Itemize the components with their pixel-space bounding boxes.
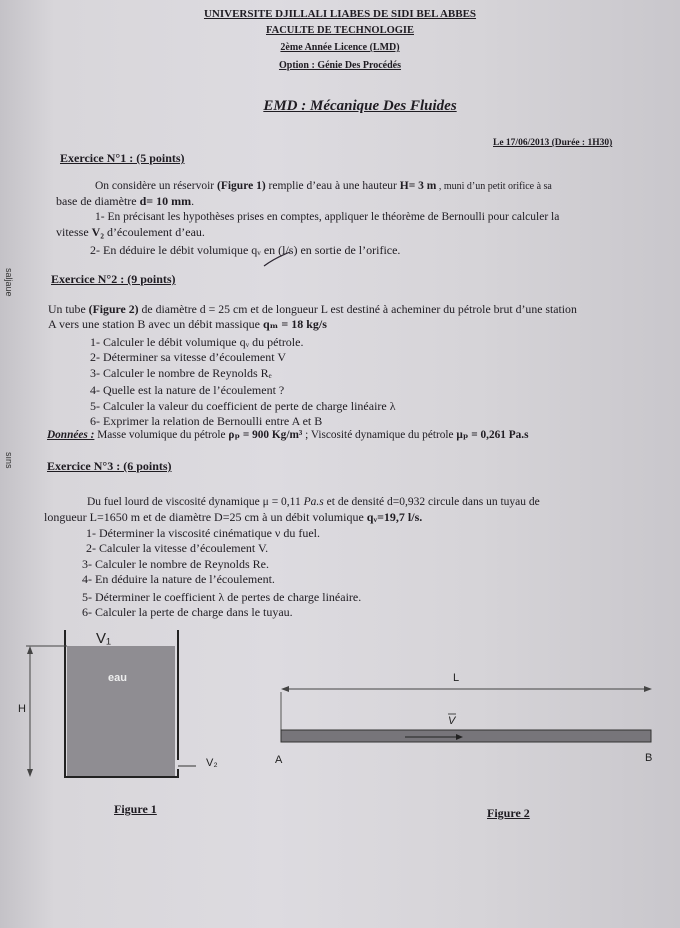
height-arrow-up — [27, 646, 33, 654]
exercise3-question: 6- Calculer la perte de charge dans le tuyau. — [82, 605, 293, 619]
margin-text-2: sıns — [4, 452, 14, 469]
figure1-reservoir — [18, 630, 218, 778]
figure2-caption: Figure 2 — [487, 806, 530, 820]
exercise2-question: 2- Déterminer sa vitesse d’écoulement V — [90, 350, 287, 364]
exercise3-question: 4- En déduire la nature de l’écoulement. — [82, 572, 275, 586]
exercise3-intro-line2: longueur L=1650 m et de diamètre D=25 cm à un débit volumique qᵥ=19,7 l/s. — [44, 510, 423, 524]
exercise1-question1-line1: 1- En précisant les hypothèses prises en comptes, appliquer le théorème de Bernoulli pour calculer la — [95, 211, 560, 223]
exercise3-question: 5- Déterminer le coefficient λ de pertes de charge linéaire. — [82, 590, 362, 604]
point-a-label: A — [275, 754, 283, 766]
exercise3-intro-line1: Du fuel lourd de viscosité dynamique μ = 0,11 Pa.s et de densité d=0,932 circule dans un tuyau de — [87, 496, 540, 508]
margin-text-1: saljaue — [4, 268, 14, 297]
exercise2-title: Exercice N°2 : (9 points) — [51, 272, 176, 286]
exam-title: EMD : Mécanique Des Fluides — [263, 98, 457, 114]
length-label: L — [453, 672, 460, 684]
length-arrow-right — [644, 686, 652, 692]
university-name: UNIVERSITE DJILLALI LIABES DE SIDI BEL ABBES — [203, 8, 477, 20]
exercise2-question: 6- Exprimer la relation de Bernoulli entre A et B — [90, 414, 323, 428]
height-label: H — [18, 703, 26, 715]
pen-mark — [262, 250, 292, 270]
velocity-label: V — [448, 715, 456, 727]
exercise3-question: 1- Déterminer la viscosité cinématique ν du fuel. — [86, 526, 321, 540]
pipe-body — [281, 730, 651, 742]
exercise1-question1-line2: vitesse V₂ d’écoulement d’eau. — [56, 225, 205, 239]
exercise1-intro-line1: On considère un réservoir (Figure 1) remplie d’eau à une hauteur H= 3 m , muni d’un petit orifice à sa — [95, 180, 552, 192]
exercise1-title: Exercice N°1 : (5 points) — [60, 151, 185, 165]
exercise2-question: 1- Calculer le débit volumique qᵥ du pétrole. — [90, 335, 304, 349]
exercise2-intro-line2: A vers une station B avec un débit massique qₘ = 18 kg/s — [48, 317, 327, 331]
fluid-label: eau — [108, 672, 127, 684]
exercise1-question2: 2- En déduire le débit volumique qᵥ en (l/s) en sortie de l’orifice. — [90, 243, 401, 257]
point-b-label: B — [645, 752, 653, 764]
exercise3-question: 2- Calculer la vitesse d’écoulement V. — [86, 541, 269, 555]
exercise2-question: 5- Calculer la valeur du coefficient de perte de charge linéaire λ — [90, 399, 396, 413]
exercise1-intro-line2: base de diamètre d= 10 mm. — [56, 194, 195, 208]
option-label: Option : Génie Des Procédés — [278, 60, 402, 71]
year-label: 2ème Année Licence (LMD) — [280, 42, 400, 53]
exam-date: Le 17/06/2013 (Durée : 1H30) — [493, 138, 613, 148]
exercise2-intro-line1: Un tube (Figure 2) de diamètre d = 25 cm et de longueur L est destiné à acheminer du pétrole brut d’une station — [48, 302, 577, 316]
v1-label: V₁ — [96, 630, 112, 647]
v2-label: V₂ — [206, 757, 218, 769]
exercise3-question: 3- Calculer le nombre de Reynolds Re. — [82, 557, 269, 571]
water-fill — [67, 646, 175, 776]
length-arrow-left — [281, 686, 289, 692]
exercise3-title: Exercice N°3 : (6 points) — [47, 459, 172, 473]
faculty-name: FACULTE DE TECHNOLOGIE — [265, 25, 414, 36]
figure2-pipe — [275, 672, 652, 766]
figure1-caption: Figure 1 — [114, 802, 157, 816]
exercise2-question: 4- Quelle est la nature de l’écoulement ? — [90, 383, 285, 397]
exercise2-data: Données : Masse volumique du pétrole ρₚ = 900 Kg/m³ ; Viscosité dynamique du pétrole μₚ = 0,261 Pa.s — [47, 429, 529, 441]
height-arrow-down — [27, 769, 33, 777]
exercise2-question: 3- Calculer le nombre de Reynolds Rₑ — [90, 366, 272, 380]
